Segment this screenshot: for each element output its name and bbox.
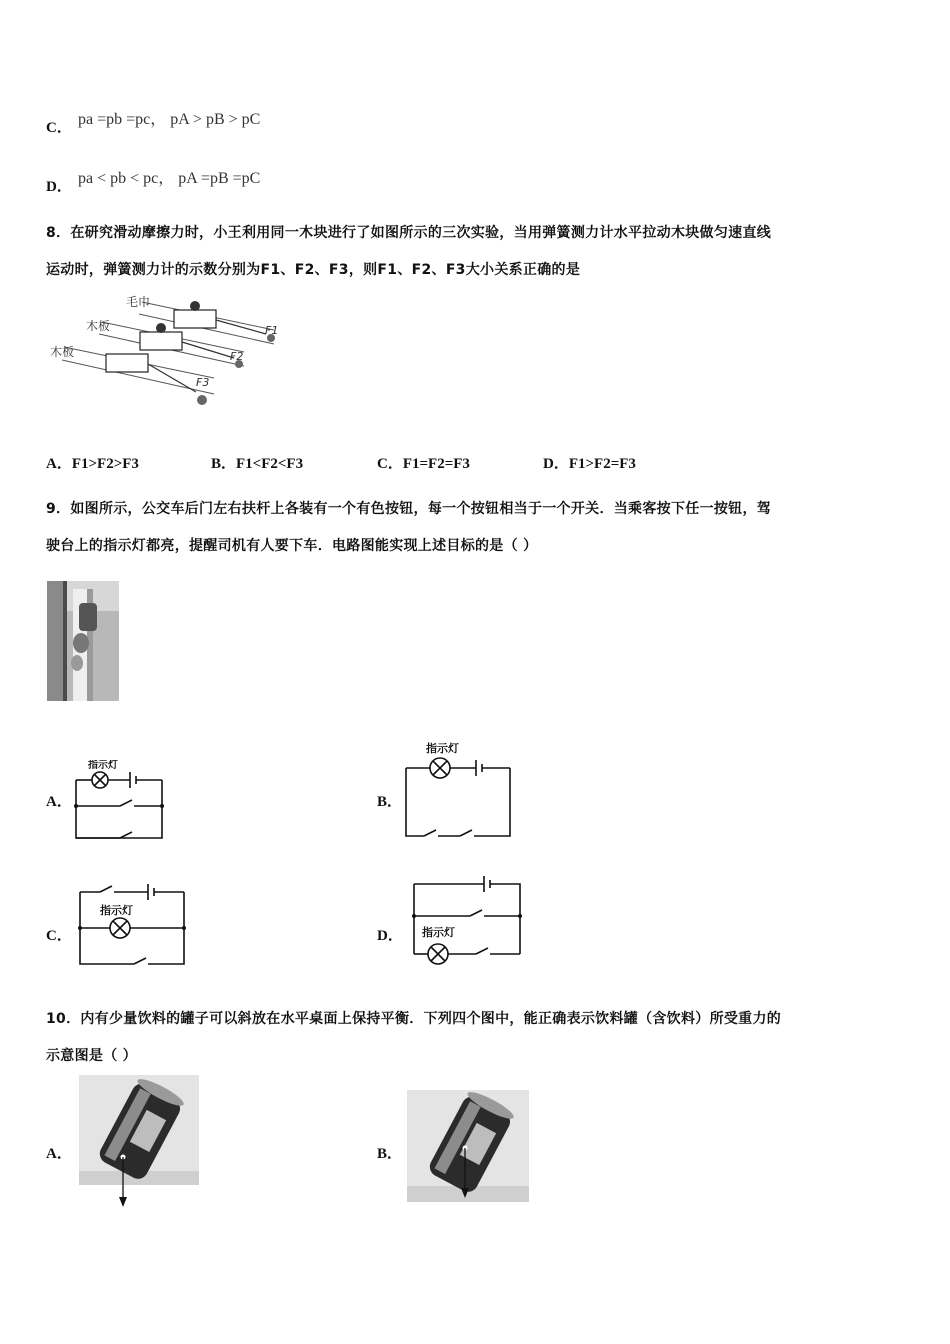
q8-hand-3 xyxy=(197,395,207,405)
q9-text-line2: 驶台上的指示灯都亮，提醒司机有人要下车．电路图能实现上述目标的是（ ） xyxy=(46,538,538,554)
q9-bus-button-photo xyxy=(47,581,119,701)
q8-friction-figure xyxy=(44,292,284,416)
q9-option-a-label[interactable]: A． xyxy=(46,794,72,810)
q9-b-lamp-label: 指示灯 xyxy=(426,742,459,755)
q8-option-c[interactable]: C．F1=F2=F3 xyxy=(377,456,470,472)
q10-option-a-label[interactable]: A． xyxy=(46,1146,72,1162)
q8-weight-middle xyxy=(156,323,166,333)
q7-option-d-label[interactable]: D． xyxy=(46,179,72,195)
q8-block-top xyxy=(174,310,216,328)
q8-label-board-1: 木板 xyxy=(86,319,111,333)
q10-option-b-label[interactable]: B． xyxy=(377,1146,403,1162)
q8-label-f3: F3 xyxy=(196,376,210,389)
q10-can-photo-b[interactable] xyxy=(407,1090,529,1202)
q8-label-towel: 毛巾 xyxy=(126,295,151,309)
q8-text-line2: 运动时，弹簧测力计的示数分别为F1、F2、F3，则F1、F2、F3大小关系正确的是 xyxy=(46,262,581,278)
q8-option-b[interactable]: B．F1<F2<F3 xyxy=(211,456,304,472)
q7-option-d-formula: pa < pb < pc， pA =pB =pC xyxy=(78,170,261,187)
q8-option-a[interactable]: A．F1>F2>F3 xyxy=(46,456,139,472)
q7-option-c-label[interactable]: C． xyxy=(46,120,72,136)
q9-option-d-label[interactable]: D． xyxy=(377,928,403,944)
q8-weight-top xyxy=(190,301,200,311)
q10-text-line2: 示意图是（ ） xyxy=(46,1048,137,1064)
q8-label-f2: F2 xyxy=(230,350,244,363)
q9-circuit-d[interactable] xyxy=(408,870,526,970)
q10-can-photo-a[interactable] xyxy=(79,1075,199,1210)
q9-circuit-c[interactable] xyxy=(76,880,190,968)
q8-block-middle xyxy=(140,332,182,350)
q9-option-c-label[interactable]: C． xyxy=(46,928,72,944)
q9-c-lamp-label: 指示灯 xyxy=(100,904,133,917)
q9-circuit-a[interactable] xyxy=(72,760,168,846)
q8-label-board-2: 木板 xyxy=(50,345,75,359)
q8-option-d[interactable]: D．F1>F2=F3 xyxy=(543,456,636,472)
q9-text-line1: 9．如图所示，公交车后门左右扶杆上各装有一个有色按钮，每一个按钮相当于一个开关．当乘客按下任一按钮，驾 xyxy=(46,501,772,517)
q7-option-c-formula: pa =pb =pc， pA > pB > pC xyxy=(78,111,261,128)
q8-label-f1: F1 xyxy=(265,324,279,337)
q9-d-lamp-label: 指示灯 xyxy=(422,926,455,939)
q8-block-bottom xyxy=(106,354,148,372)
q9-a-lamp-label: 指示灯 xyxy=(88,760,118,771)
q10-text-line1: 10．内有少量饮料的罐子可以斜放在水平桌面上保持平衡．下列四个图中，能正确表示饮料罐（含饮料）所受重力的 xyxy=(46,1011,782,1027)
q9-circuit-b[interactable] xyxy=(402,740,516,840)
q8-text-line1: 8．在研究滑动摩擦力时，小王利用同一木块进行了如图所示的三次实验，当用弹簧测力计水平拉动木块做匀速直线 xyxy=(46,225,772,241)
q9-option-b-label[interactable]: B． xyxy=(377,794,403,810)
